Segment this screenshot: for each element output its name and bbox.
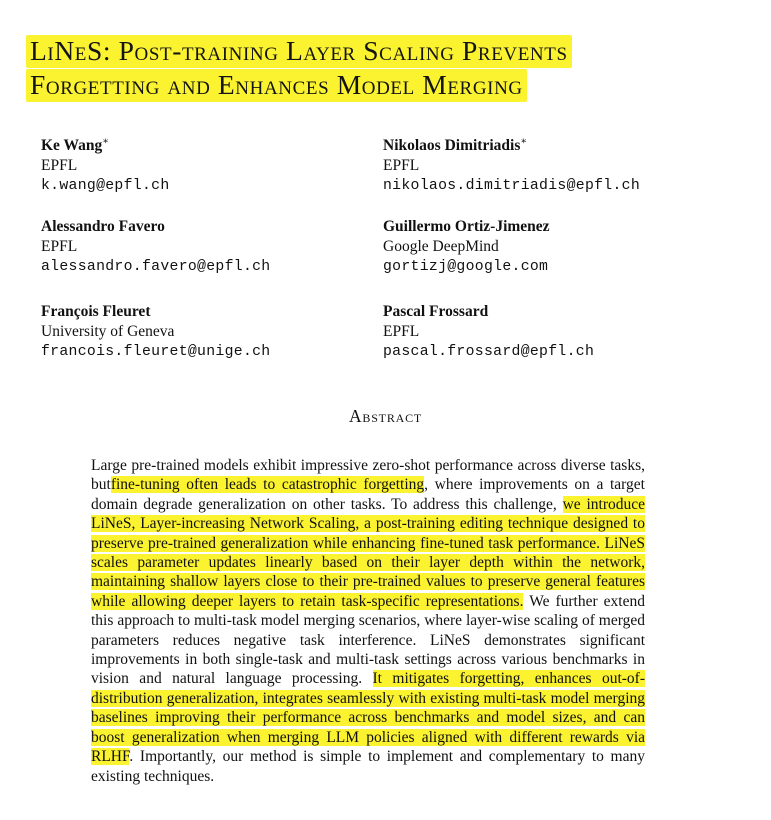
abstract-highlight: It mitigates forgetting, enhances out-of-distribution generalization, integrates seamlessly with existing multi-task model merging baselines improving their performance across benchmarks and model sizes, and can boost generalization when merging LLM policies aligned with different rewards via RLHF — [91, 670, 646, 766]
author-email[interactable]: francois.fleuret@unige.ch — [41, 344, 271, 360]
author-name: Ke Wang∗ — [41, 136, 110, 155]
abstract-text: We further extend this approach to multi-task model merging scenarios, where layer-wise scaling of merged parameters reduces negative task interference. LiNeS demonstrates significant improvements in both single-task and multi-task settings across various benchmarks in vision and natural language processing. — [91, 592, 645, 688]
author-name: Nikolaos Dimitriadis∗ — [383, 136, 528, 155]
author-name: Pascal Frossard — [383, 303, 489, 320]
author-email[interactable]: pascal.frossard@epfl.ch — [383, 344, 595, 360]
author-affiliation: EPFL — [41, 157, 78, 175]
author-affiliation: EPFL — [383, 157, 420, 175]
author-block — [383, 302, 594, 362]
author-name: Alessandro Favero — [41, 218, 165, 235]
author-email[interactable]: alessandro.favero@epfl.ch — [41, 259, 271, 275]
author-affiliation: EPFL — [41, 238, 78, 255]
author-name: Guillermo Ortiz-Jimenez — [383, 218, 550, 235]
abstract-text: , where improvements on a target domain degrade generalization on other tasks. To address this challenge, — [91, 476, 645, 513]
author-affiliation: EPFL — [383, 323, 420, 340]
abstract-highlight: fine-tuning often leads to catastrophic forgetting — [110, 476, 425, 494]
abstract-heading: Abstract — [348, 406, 423, 426]
author-affiliation: Google DeepMind — [383, 238, 499, 255]
author-block — [41, 132, 170, 196]
author-email[interactable]: k.wang@epfl.ch — [41, 178, 170, 195]
title-line-2: Forgetting and Enhances Model Merging — [26, 69, 527, 102]
author-block — [41, 302, 271, 362]
author-block — [383, 217, 550, 277]
paper-title — [26, 34, 746, 102]
abstract-text: Large pre-trained models exhibit impressive zero-shot performance across diverse tasks, but — [91, 457, 645, 494]
author-block — [41, 217, 271, 277]
author-email[interactable]: nikolaos.dimitriadis@epfl.ch — [383, 178, 641, 195]
title-line-1: LiNeS: Post-training Layer Scaling Prevents — [26, 35, 572, 68]
abstract-body — [91, 456, 645, 786]
author-block — [383, 132, 640, 196]
abstract-highlight: we introduce LiNeS, Layer-increasing Network Scaling, a post-training editing technique designed to preserve pre-trained generalization while enhancing fine-tuned task performance. LiNeS scales parameter updates linearly based on their layer depth within the network, maintaining shallow layers close to their pre-trained values to preserve general features while allowing deeper layers to retain task-specific representations. — [91, 495, 646, 610]
author-name: François Fleuret — [41, 303, 151, 320]
abstract-text: . Importantly, our method is simple to implement and complementary to many existing techniques. — [91, 748, 645, 785]
author-affiliation: University of Geneva — [41, 323, 175, 340]
author-email[interactable]: gortizj@google.com — [383, 259, 549, 275]
